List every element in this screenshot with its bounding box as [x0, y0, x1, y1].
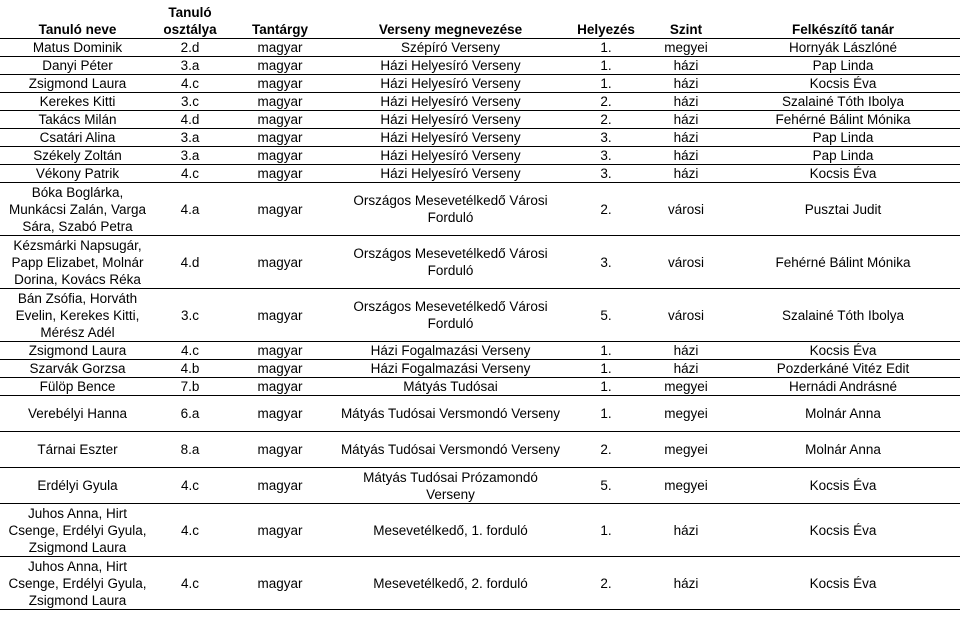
header-contest: Verseny megnevezése: [335, 0, 566, 39]
cell-teacher: Molnár Anna: [726, 432, 960, 468]
cell-name: Bóka Boglárka, Munkácsi Zalán, Varga Sára, Szabó Petra: [0, 183, 155, 236]
cell-place: 2.: [566, 557, 646, 610]
cell-subject: magyar: [225, 557, 335, 610]
table-row: [0, 360, 960, 378]
cell-teacher: Fehérné Bálint Mónika: [726, 236, 960, 289]
cell-teacher: Pozderkáné Vitéz Edit: [726, 360, 960, 378]
cell-contest: Házi Helyesíró Verseny: [335, 111, 566, 129]
table-row: [0, 111, 960, 129]
cell-teacher: Kocsis Éva: [726, 504, 960, 557]
cell-subject: magyar: [225, 289, 335, 342]
cell-name: Zsigmond Laura: [0, 75, 155, 93]
cell-teacher: Pap Linda: [726, 129, 960, 147]
cell-level: házi: [646, 93, 726, 111]
cell-subject: magyar: [225, 93, 335, 111]
cell-level: megyei: [646, 378, 726, 396]
table-row: [0, 75, 960, 93]
header-subject: Tantárgy: [225, 0, 335, 39]
cell-subject: magyar: [225, 129, 335, 147]
cell-place: 1.: [566, 378, 646, 396]
cell-class: 4.a: [155, 183, 225, 236]
cell-level: megyei: [646, 396, 726, 432]
cell-teacher: Hornyák Lászlóné: [726, 39, 960, 57]
cell-class: 4.c: [155, 504, 225, 557]
cell-name: Székely Zoltán: [0, 147, 155, 165]
cell-class: 4.d: [155, 111, 225, 129]
cell-subject: magyar: [225, 183, 335, 236]
cell-teacher: Hernádi Andrásné: [726, 378, 960, 396]
header-class: Tanuló osztálya: [155, 0, 225, 39]
cell-subject: magyar: [225, 378, 335, 396]
cell-name: Csatári Alina: [0, 129, 155, 147]
cell-class: 6.a: [155, 396, 225, 432]
cell-place: 2.: [566, 93, 646, 111]
cell-contest: Országos Mesevetélkedő Városi Forduló: [335, 236, 566, 289]
cell-level: városi: [646, 183, 726, 236]
cell-level: házi: [646, 57, 726, 75]
cell-place: 3.: [566, 147, 646, 165]
cell-place: 1.: [566, 342, 646, 360]
header-row: [0, 0, 960, 39]
cell-name: Erdélyi Gyula: [0, 468, 155, 504]
cell-contest: Házi Helyesíró Verseny: [335, 57, 566, 75]
header-name: Tanuló neve: [0, 0, 155, 39]
cell-level: házi: [646, 557, 726, 610]
cell-level: házi: [646, 165, 726, 183]
cell-level: házi: [646, 129, 726, 147]
cell-level: városi: [646, 289, 726, 342]
cell-teacher: Pusztai Judit: [726, 183, 960, 236]
cell-teacher: Kocsis Éva: [726, 342, 960, 360]
cell-class: 3.c: [155, 93, 225, 111]
cell-level: házi: [646, 147, 726, 165]
cell-contest: Mesevetélkedő, 1. forduló: [335, 504, 566, 557]
header-place: Helyezés: [566, 0, 646, 39]
table-row: [0, 468, 960, 504]
cell-contest: Házi Helyesíró Verseny: [335, 165, 566, 183]
cell-place: 1.: [566, 39, 646, 57]
cell-place: 3.: [566, 236, 646, 289]
cell-subject: magyar: [225, 504, 335, 557]
cell-level: megyei: [646, 39, 726, 57]
cell-class: 4.c: [155, 557, 225, 610]
cell-class: 8.a: [155, 432, 225, 468]
cell-name: Danyi Péter: [0, 57, 155, 75]
cell-class: 4.c: [155, 165, 225, 183]
cell-place: 1.: [566, 396, 646, 432]
cell-teacher: Kocsis Éva: [726, 75, 960, 93]
cell-subject: magyar: [225, 236, 335, 289]
cell-contest: Országos Mesevetélkedő Városi Forduló: [335, 289, 566, 342]
cell-name: Verebélyi Hanna: [0, 396, 155, 432]
cell-name: Fülöp Bence: [0, 378, 155, 396]
cell-name: Juhos Anna, Hirt Csenge, Erdélyi Gyula, Zsigmond Laura: [0, 504, 155, 557]
cell-contest: Országos Mesevetélkedő Városi Forduló: [335, 183, 566, 236]
table-row: [0, 93, 960, 111]
table-row: [0, 236, 960, 289]
cell-place: 1.: [566, 75, 646, 93]
results-body: [0, 39, 960, 610]
cell-contest: Mátyás Tudósai Versmondó Verseny: [335, 396, 566, 432]
cell-subject: magyar: [225, 432, 335, 468]
cell-contest: Házi Helyesíró Verseny: [335, 129, 566, 147]
table-row: [0, 432, 960, 468]
cell-name: Juhos Anna, Hirt Csenge, Erdélyi Gyula, Zsigmond Laura: [0, 557, 155, 610]
cell-teacher: Kocsis Éva: [726, 468, 960, 504]
cell-level: házi: [646, 360, 726, 378]
cell-level: házi: [646, 111, 726, 129]
cell-name: Takács Milán: [0, 111, 155, 129]
cell-class: 4.c: [155, 468, 225, 504]
cell-level: házi: [646, 75, 726, 93]
cell-place: 1.: [566, 57, 646, 75]
table-row: [0, 165, 960, 183]
cell-contest: Mátyás Tudósai: [335, 378, 566, 396]
cell-contest: Szépíró Verseny: [335, 39, 566, 57]
cell-level: házi: [646, 342, 726, 360]
cell-place: 5.: [566, 289, 646, 342]
header-teacher: Felkészítő tanár: [726, 0, 960, 39]
cell-subject: magyar: [225, 111, 335, 129]
cell-subject: magyar: [225, 39, 335, 57]
cell-name: Kerekes Kitti: [0, 93, 155, 111]
table-row: [0, 342, 960, 360]
cell-contest: Házi Fogalmazási Verseny: [335, 342, 566, 360]
table-row: [0, 557, 960, 610]
cell-teacher: Pap Linda: [726, 147, 960, 165]
cell-place: 1.: [566, 360, 646, 378]
cell-class: 4.d: [155, 236, 225, 289]
table-row: [0, 396, 960, 432]
cell-teacher: Pap Linda: [726, 57, 960, 75]
cell-class: 4.c: [155, 342, 225, 360]
cell-place: 5.: [566, 468, 646, 504]
cell-name: Matus Dominik: [0, 39, 155, 57]
cell-subject: magyar: [225, 165, 335, 183]
cell-contest: Mesevetélkedő, 2. forduló: [335, 557, 566, 610]
cell-teacher: Kocsis Éva: [726, 165, 960, 183]
cell-subject: magyar: [225, 342, 335, 360]
header-level: Szint: [646, 0, 726, 39]
cell-place: 2.: [566, 432, 646, 468]
cell-place: 3.: [566, 165, 646, 183]
cell-place: 3.: [566, 129, 646, 147]
cell-class: 3.a: [155, 57, 225, 75]
cell-teacher: Molnár Anna: [726, 396, 960, 432]
cell-name: Vékony Patrik: [0, 165, 155, 183]
cell-subject: magyar: [225, 57, 335, 75]
cell-level: megyei: [646, 432, 726, 468]
cell-teacher: Szalainé Tóth Ibolya: [726, 289, 960, 342]
cell-name: Kézsmárki Napsugár, Papp Elizabet, Molnár Dorina, Kovács Réka: [0, 236, 155, 289]
cell-contest: Házi Helyesíró Verseny: [335, 75, 566, 93]
cell-teacher: Kocsis Éva: [726, 557, 960, 610]
table-row: [0, 129, 960, 147]
cell-place: 2.: [566, 183, 646, 236]
cell-place: 1.: [566, 504, 646, 557]
cell-class: 4.b: [155, 360, 225, 378]
cell-contest: Házi Fogalmazási Verseny: [335, 360, 566, 378]
cell-name: Zsigmond Laura: [0, 342, 155, 360]
cell-contest: Házi Helyesíró Verseny: [335, 93, 566, 111]
table-row: [0, 504, 960, 557]
table-row: [0, 289, 960, 342]
table-row: [0, 378, 960, 396]
cell-name: Bán Zsófia, Horváth Evelin, Kerekes Kitti, Mérész Adél: [0, 289, 155, 342]
cell-contest: Házi Helyesíró Verseny: [335, 147, 566, 165]
cell-level: megyei: [646, 468, 726, 504]
cell-name: Szarvák Gorzsa: [0, 360, 155, 378]
cell-subject: magyar: [225, 468, 335, 504]
table-row: [0, 39, 960, 57]
cell-teacher: Szalainé Tóth Ibolya: [726, 93, 960, 111]
cell-place: 2.: [566, 111, 646, 129]
cell-class: 4.c: [155, 75, 225, 93]
cell-level: házi: [646, 504, 726, 557]
cell-level: városi: [646, 236, 726, 289]
cell-name: Tárnai Eszter: [0, 432, 155, 468]
cell-contest: Mátyás Tudósai Prózamondó Verseny: [335, 468, 566, 504]
table-row: [0, 57, 960, 75]
cell-contest: Mátyás Tudósai Versmondó Verseny: [335, 432, 566, 468]
cell-class: 7.b: [155, 378, 225, 396]
cell-subject: magyar: [225, 147, 335, 165]
cell-teacher: Fehérné Bálint Mónika: [726, 111, 960, 129]
cell-subject: magyar: [225, 75, 335, 93]
cell-class: 3.a: [155, 147, 225, 165]
cell-class: 2.d: [155, 39, 225, 57]
cell-subject: magyar: [225, 360, 335, 378]
cell-subject: magyar: [225, 396, 335, 432]
table-row: [0, 147, 960, 165]
cell-class: 3.c: [155, 289, 225, 342]
table-row: [0, 183, 960, 236]
cell-class: 3.a: [155, 129, 225, 147]
